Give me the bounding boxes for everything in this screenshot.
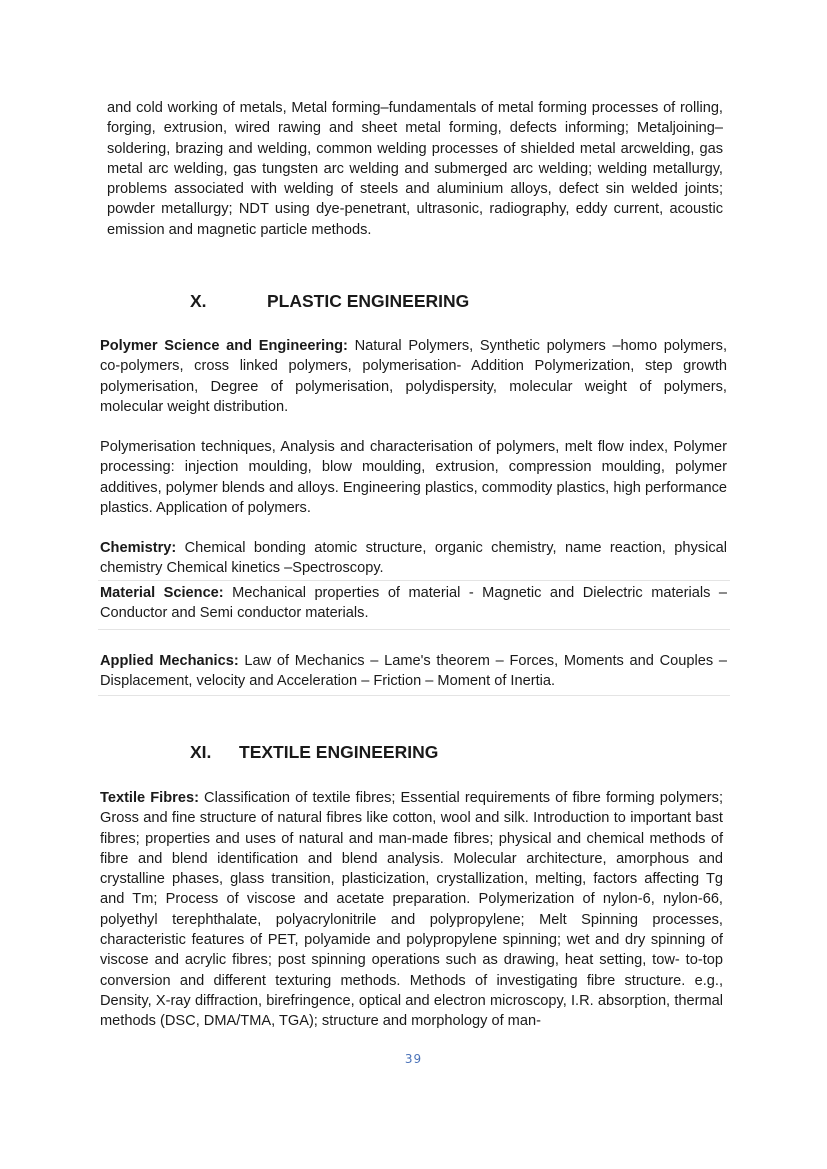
page-number: 39 bbox=[404, 1052, 423, 1066]
applied-mechanics-paragraph bbox=[100, 651, 727, 692]
section-title: TEXTILE ENGINEERING bbox=[239, 742, 439, 762]
polymer-science-paragraph bbox=[100, 336, 727, 417]
applied-mechanics-text: Law of Mechanics – Lame's theorem – Forces, Moments and Couples – Displacement, velocity and Acceleration – Friction – Moment of Inertia. bbox=[100, 653, 727, 690]
chemistry-text: Chemical bonding atomic structure, organic chemistry, name reaction, physical chemistry Chemical kinetics –Spectroscopy. bbox=[100, 540, 727, 577]
chemistry-paragraph bbox=[100, 538, 727, 579]
section-title: PLASTIC ENGINEERING bbox=[267, 291, 470, 311]
material-science-paragraph bbox=[100, 583, 727, 624]
divider bbox=[98, 629, 730, 630]
material-science-text: Mechanical properties of material - Magnetic and Dielectric materials – Conductor and Semi conductor materials. bbox=[100, 585, 727, 622]
section-heading-textile-engineering bbox=[190, 741, 490, 763]
material-science-label: Material Science: bbox=[100, 585, 224, 601]
polymerisation-techniques-paragraph: Polymerisation techniques, Analysis and characterisation of polymers, melt flow index, Polymer processing: injection moulding, blow moulding, extrusion, compression moulding, polymer additives, polymer blends and alloys. Engineering plastics, commodity plastics, high performance plastics. Application of polymers. bbox=[100, 439, 727, 516]
section-heading-plastic-engineering bbox=[190, 290, 490, 312]
intro-paragraph: and cold working of metals, Metal forming–fundamentals of metal forming processes of rolling, forging, extrusion, wired rawing and sheet metal forming, defects informing; Metaljoining–soldering, brazing and welding, common welding processes of shielded metal arcwelding, gas metal arc welding, gas tungsten arc welding and submerged arc welding; welding metallurgy, problems associated with welding of steels and aluminium alloys, defect sin welded joints; powder metallurgy; NDT using dye-penetrant, ultrasonic, radiography, eddy current, acoustic emission and magnetic particle methods. bbox=[107, 100, 723, 238]
section-number: X. bbox=[190, 291, 207, 311]
chemistry-label: Chemistry: bbox=[100, 540, 177, 556]
textile-fibres-text: Classification of textile fibres; Essential requirements of fibre forming polymers; Gross and fine structure of natural fibres like cotton, wool and silk. Introduction to important bast fibres; properties and uses of natural and man-made fibres; physical and chemical methods of fibre and blend identification and blend analysis. Molecular architecture, amorphous and crystalline phases, glass transition, plasticization, crystallization, melting, factors affecting Tg and Tm; Process of viscose and acetate preparation. Polymerization of nylon-6, nylon-66, polyethyl terephthalate, polyacrylonitrile and polypropylene; Melt Spinning processes, characteristic features of PET, polyamide and polypropylene spinning; wet and dry spinning of viscose and acrylic fibres; post spinning operations such as drawing, heat setting, tow- to-top conversion and different texturing methods. Methods of investigating fibre structure. e.g., Density, X-ray diffraction, birefringence, optical and electron microscopy, I.R. absorption, thermal methods (DSC, DMA/TMA, TGA); structure and morphology of man- bbox=[100, 790, 724, 1030]
polymer-science-text: Natural Polymers, Synthetic polymers –homo polymers, co-polymers, cross linked polymers, polymerisation- Addition Polymerization, step growth polymerisation, Degree of polymerisation, polydispersity, molecular weight of polymers, molecular weight distribution. bbox=[100, 338, 727, 415]
textile-fibres-label: Textile Fibres: bbox=[100, 790, 199, 806]
textile-fibres-paragraph bbox=[100, 788, 723, 1032]
section-number: XI. bbox=[190, 742, 212, 762]
divider bbox=[98, 580, 730, 581]
divider bbox=[98, 695, 730, 696]
polymer-science-label: Polymer Science and Engineering: bbox=[100, 338, 348, 354]
applied-mechanics-label: Applied Mechanics: bbox=[100, 653, 239, 669]
